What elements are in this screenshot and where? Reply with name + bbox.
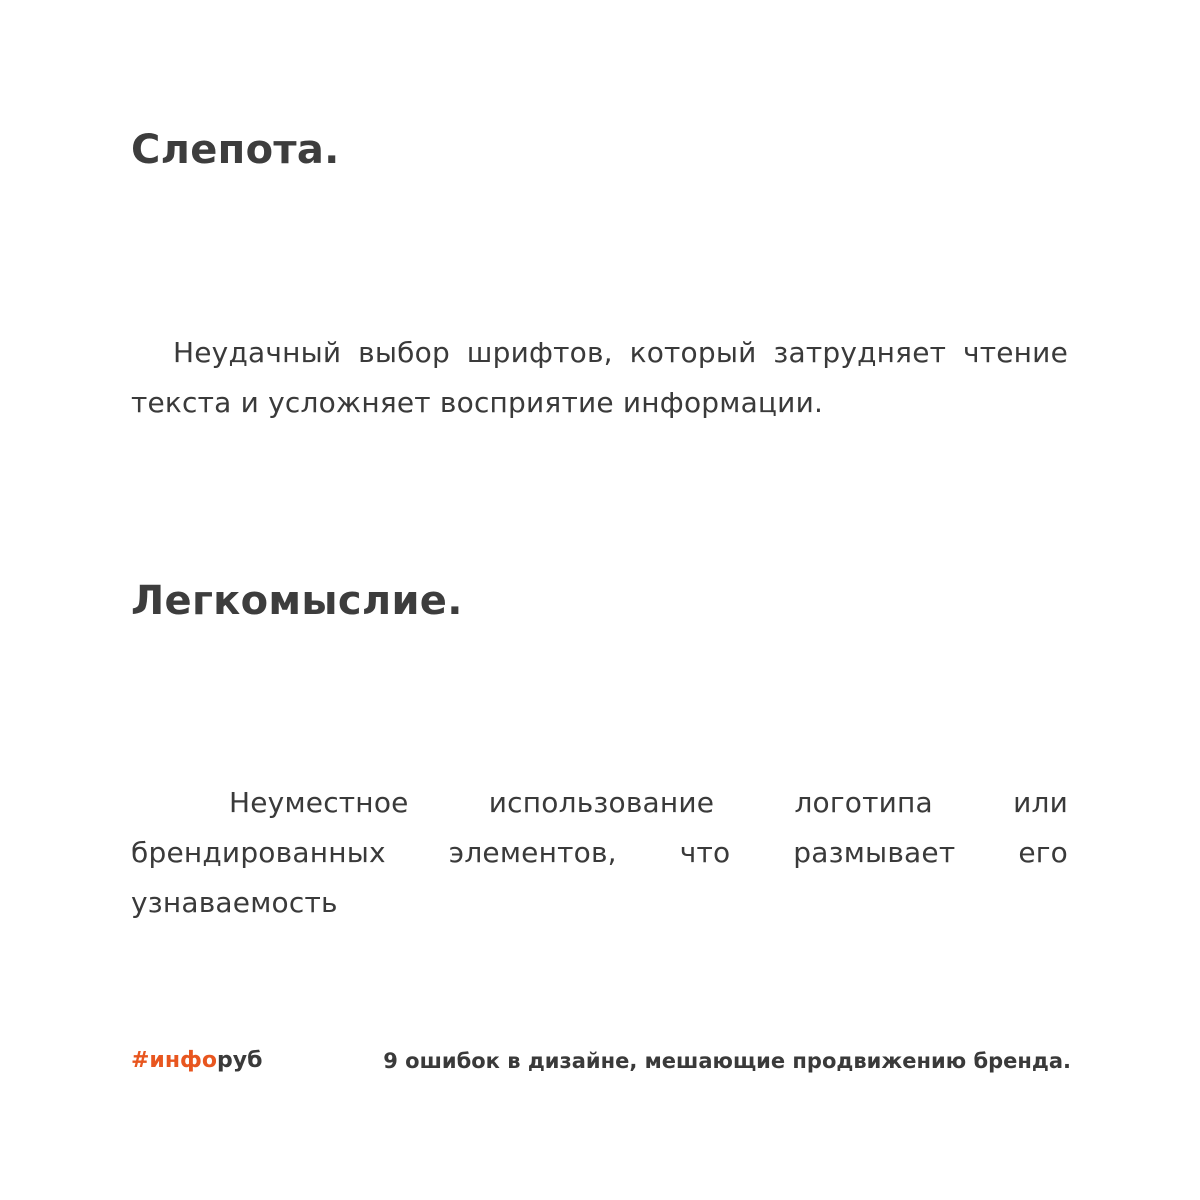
footer — [131, 1046, 1071, 1076]
brand-hashtag-rest: руб — [217, 1048, 263, 1073]
brand-hashtag — [131, 1046, 262, 1076]
series-title: 9 ошибок в дизайне, мешающие продвижению бренда. — [383, 1049, 1071, 1073]
section-title-frivolity: Легкомыслие. — [131, 578, 463, 624]
section-text-blindness: Неудачный выбор шрифтов, который затрудняет чтение текста и усложняет восприятие информации. — [131, 336, 1068, 419]
section-title-blindness: Слепота. — [131, 127, 340, 173]
brand-hashtag-highlight: #инфо — [131, 1048, 217, 1073]
section-text-frivolity: Неуместное использование логотипа или брендированных элементов, что размывает его узнаваемость — [131, 786, 1068, 919]
